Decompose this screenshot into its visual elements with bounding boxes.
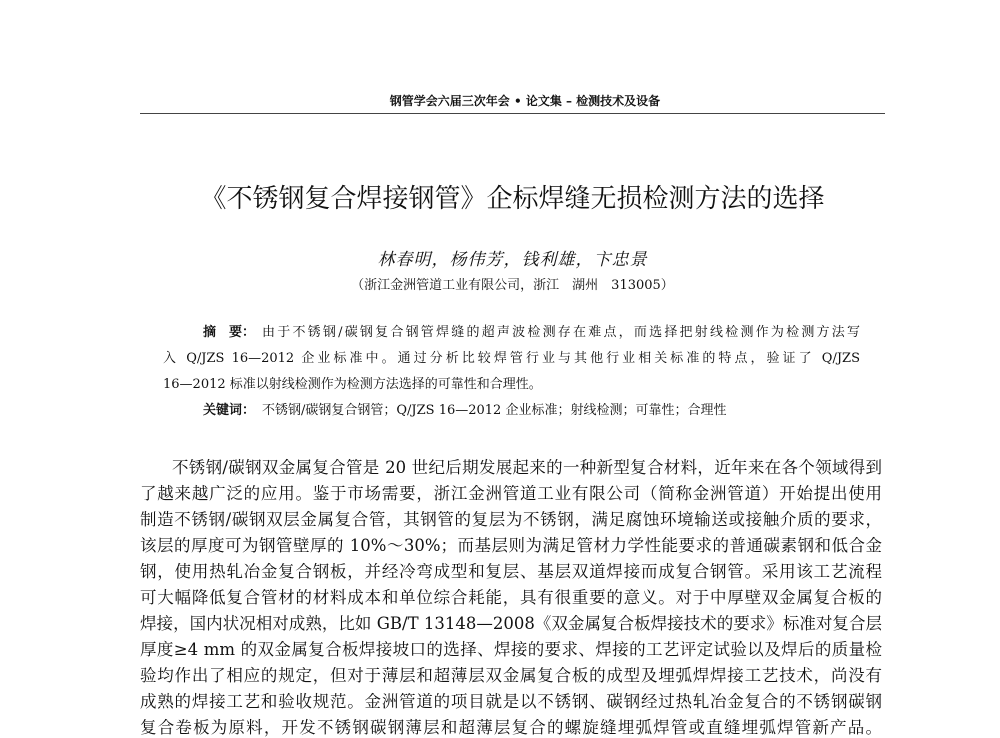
running-header: 钢管学会六届三次年会 • 论文集 – 检测技术及设备 [389, 94, 661, 108]
body-line: 钢，使用热轧冶金复合钢板，并经冷弯成型和复层、基层双道焊接而成复合钢管。采用该工艺流程 [140, 562, 882, 581]
header-rule [140, 113, 885, 114]
keywords-label: 关键词： [203, 403, 256, 418]
keywords-text: 不锈钢/碳钢复合钢管；Q/JZS 16—2012 企业标准；射线检测；可靠性；合理性 [262, 403, 727, 418]
abstract-line: 入 Q/JZS 16—2012 企业标准中。通过分析比较焊管行业与其他行业相关标准的特点，验证了 Q/JZS [163, 351, 860, 366]
authors: 林春明，杨伟芳，钱利雄，卞忠景 [377, 250, 648, 270]
body-line: 验均作出了相应的规定，但对于薄层和超薄层双金属复合板的成型及埋弧焊焊接工艺技术，尚没有 [140, 666, 882, 685]
body-line: 复合卷板为原料，开发不锈钢碳钢薄层和超薄层复合的螺旋缝埋弧焊管或直缝埋弧焊管新产品。 [140, 718, 882, 737]
paper-title: 《不锈钢复合焊接钢管》企标焊缝无损检测方法的选择 [200, 184, 825, 214]
body-line: 厚度≥4 mm 的双金属复合板焊接坡口的选择、焊接的要求、焊接的工艺评定试验以及焊后的质量检 [140, 640, 882, 659]
body-line: 不锈钢/碳钢双金属复合管是 20 世纪后期发展起来的一种新型复合材料，近年来在各个领域得到 [172, 458, 882, 477]
abstract-line: 由于不锈钢/碳钢复合钢管焊缝的超声波检测存在难点，而选择把射线检测作为检测方法写 [262, 325, 860, 340]
affiliation: （浙江金洲管道工业有限公司，浙江 湖州 313005） [351, 278, 674, 293]
body-line: 制造不锈钢/碳钢双层金属复合管，其钢管的复层为不锈钢，满足腐蚀环境输送或接触介质的要求， [140, 510, 882, 529]
body-line: 焊接，国内状况相对成熟，比如 GB/T 13148—2008《双金属复合板焊接技术的要求》标准对复合层 [140, 614, 882, 633]
body-line: 了越来越广泛的应用。鉴于市场需要，浙江金洲管道工业有限公司（简称金洲管道）开始提出使用 [140, 484, 882, 503]
abstract-label: 摘 要： [203, 325, 256, 340]
abstract-line: 16—2012 标准以射线检测作为检测方法选择的可靠性和合理性。 [163, 377, 542, 392]
body-line: 成熟的焊接工艺和验收规范。金洲管道的项目就是以不锈钢、碳钢经过热轧冶金复合的不锈钢碳钢 [140, 692, 882, 711]
body-line: 可大幅降低复合管材的材料成本和单位综合耗能，具有很重要的意义。对于中厚壁双金属复合板的 [140, 588, 882, 607]
body-line: 该层的厚度可为钢管壁厚的 10%～30%；而基层则为满足管材力学性能要求的普通碳素钢和低合金 [140, 536, 882, 555]
